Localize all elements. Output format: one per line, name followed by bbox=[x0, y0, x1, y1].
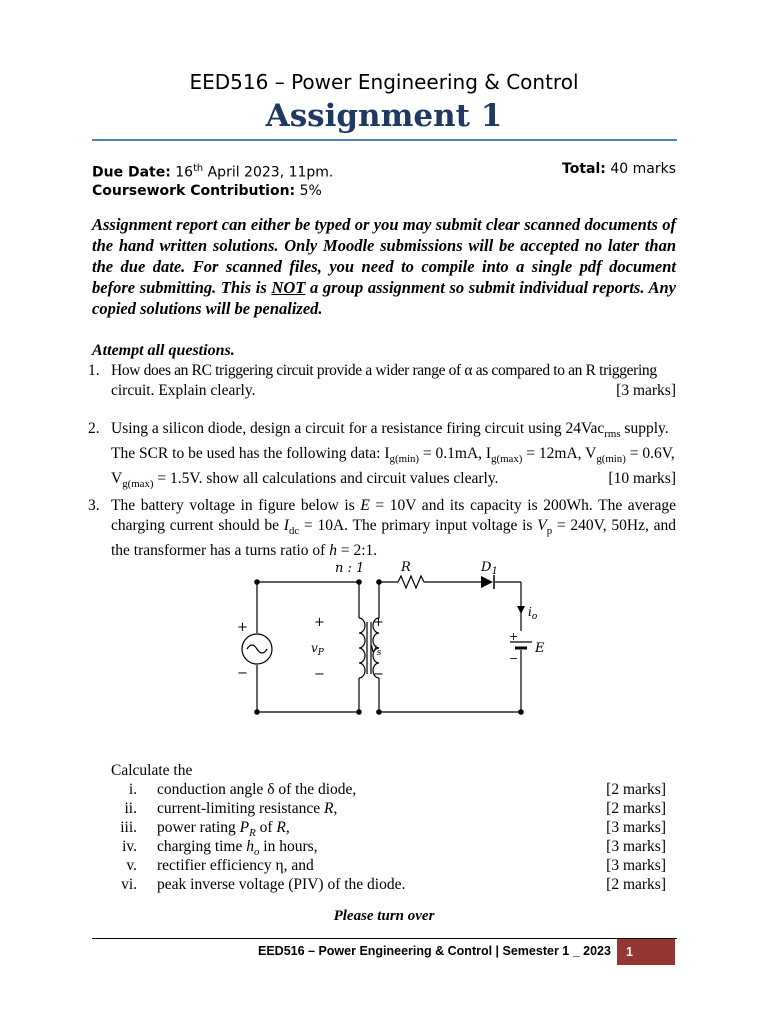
current-label: $i_o$ bbox=[528, 605, 538, 622]
subpart-marks: [3 marks] bbox=[606, 819, 666, 836]
assignment-title: Assignment 1 bbox=[265, 98, 503, 134]
vp-minus: − bbox=[314, 667, 325, 682]
subpart-v bbox=[100, 857, 666, 876]
question-text: circuit. Explain clearly. bbox=[111, 382, 256, 399]
question-text: $V_{g(max)} = 1.5V$. show all calculations and circuit values clearly. bbox=[111, 470, 499, 491]
question-text: How does an RC triggering circuit provide a wider range of α as compared to an R triggering bbox=[111, 362, 657, 379]
page-number-badge: 1 bbox=[617, 939, 675, 965]
subpart-text: charging time $h_o$ in hours, bbox=[157, 838, 318, 859]
turns-ratio-label: n : 1 bbox=[335, 561, 365, 576]
question-3 bbox=[88, 496, 676, 561]
question-2 bbox=[88, 419, 676, 494]
question-number: 2. bbox=[88, 420, 100, 437]
instructions-not: NOT bbox=[271, 278, 306, 297]
vp-label: $v_P$ bbox=[311, 641, 324, 658]
instructions-paragraph bbox=[92, 214, 676, 319]
battery-label: E bbox=[535, 641, 545, 656]
contribution bbox=[92, 182, 322, 200]
subpart-text: peak inverse voltage (PIV) of the diode. bbox=[157, 876, 406, 893]
subpart-marks: [3 marks] bbox=[606, 838, 666, 855]
resistor-label: R bbox=[401, 560, 411, 575]
subpart-text: rectifier efficiency η, and bbox=[157, 857, 314, 874]
assignment-meta bbox=[92, 160, 676, 200]
vs-minus: − bbox=[373, 667, 384, 682]
subpart-number: vi. bbox=[121, 876, 137, 893]
subpart-text: conduction angle δ of the diode, bbox=[157, 781, 357, 798]
question-text: Using a silicon diode, design a circuit for a resistance firing circuit using 24Vac$_{rms}$ supply. bbox=[111, 420, 669, 441]
total-marks bbox=[562, 160, 676, 182]
charging-circuit-diagram bbox=[225, 558, 545, 723]
instructions-text-2: a group assignment so submit individual reports. Any copied solutions will be penalized. bbox=[92, 278, 677, 318]
diode-icon bbox=[481, 575, 494, 589]
subpart-marks: [2 marks] bbox=[606, 781, 666, 798]
ac-source-icon bbox=[242, 634, 272, 664]
vs-label: $v_s$ bbox=[370, 641, 382, 658]
current-arrow-icon bbox=[517, 606, 525, 614]
subpart-i bbox=[100, 781, 666, 800]
subpart-iv bbox=[100, 838, 666, 857]
question-marks: [3 marks] bbox=[616, 382, 676, 399]
subpart-text: current-limiting resistance R, bbox=[157, 800, 338, 817]
vp-plus: + bbox=[314, 615, 325, 630]
due-date bbox=[92, 160, 333, 182]
due-day: 16 bbox=[175, 164, 194, 181]
question-text: The battery voltage in figure below is E = 10V and its capacity is 200Wh. The average charging current should be $I_{dc} = 10A$. The primary input voltage is $V_p = 240V$, 50Hz, and the transformer has a turns ratio of h = 2:1. bbox=[111, 497, 676, 560]
due-date-rest: April 2023, 11pm. bbox=[207, 164, 334, 181]
subpart-number: i. bbox=[128, 781, 137, 798]
subpart-marks: [2 marks] bbox=[606, 876, 666, 893]
subpart-number: v. bbox=[126, 857, 137, 874]
subpart-marks: [2 marks] bbox=[606, 800, 666, 817]
subpart-marks: [3 marks] bbox=[606, 857, 666, 874]
question-number: 1. bbox=[88, 362, 100, 379]
due-day-suffix: th bbox=[193, 163, 204, 174]
battery-minus: − bbox=[509, 652, 519, 665]
question-text: The SCR to be used has the following data: $I_{g(min)} = 0.1mA$, $I_{g(max)} = 12mA$, $V_{g(min)} = 0.6V$, bbox=[111, 445, 675, 466]
total-label: Total: bbox=[562, 161, 606, 177]
calculate-heading: Calculate the bbox=[111, 762, 193, 779]
subpart-vi bbox=[100, 876, 666, 895]
subpart-text: power rating $P_R$ of R, bbox=[157, 819, 290, 840]
question-marks: [10 marks] bbox=[608, 470, 676, 488]
source-plus: + bbox=[237, 620, 248, 635]
attempt-heading: Attempt all questions. bbox=[92, 342, 235, 359]
course-title: EED516 – Power Engineering & Control bbox=[189, 70, 579, 94]
question-1 bbox=[88, 361, 676, 401]
diode-label: $D_1$ bbox=[481, 560, 498, 577]
subpart-number: iv. bbox=[122, 838, 137, 855]
subpart-iii bbox=[100, 819, 666, 838]
turn-over-note: Please turn over bbox=[333, 908, 435, 924]
instructions-text-1: Assignment report can either be typed or you may submit clear scanned documents of the hand written solutions. Only Moodle submissions will be accepted no later than the due date. For scanned files, you need to compile into a single pdf document before submitting. This is bbox=[92, 215, 676, 297]
contribution-value: 5% bbox=[299, 182, 322, 199]
subpart-number: iii. bbox=[120, 819, 137, 836]
due-date-label: Due Date: bbox=[92, 164, 171, 181]
question-number: 3. bbox=[88, 497, 100, 514]
source-minus: − bbox=[237, 666, 248, 681]
battery-plus: + bbox=[509, 630, 519, 643]
footer-text: EED516 – Power Engineering & Control | Semester 1 _ 2023 bbox=[258, 944, 611, 958]
footer-divider bbox=[92, 938, 677, 939]
node-dots bbox=[254, 579, 524, 715]
subpart-number: ii. bbox=[124, 800, 137, 817]
vs-plus: + bbox=[373, 615, 384, 630]
contribution-label: Coursework Contribution: bbox=[92, 182, 296, 199]
subpart-ii bbox=[100, 800, 666, 819]
total-value: 40 marks bbox=[610, 161, 676, 177]
resistor-icon bbox=[398, 576, 424, 588]
title-divider bbox=[92, 139, 677, 141]
